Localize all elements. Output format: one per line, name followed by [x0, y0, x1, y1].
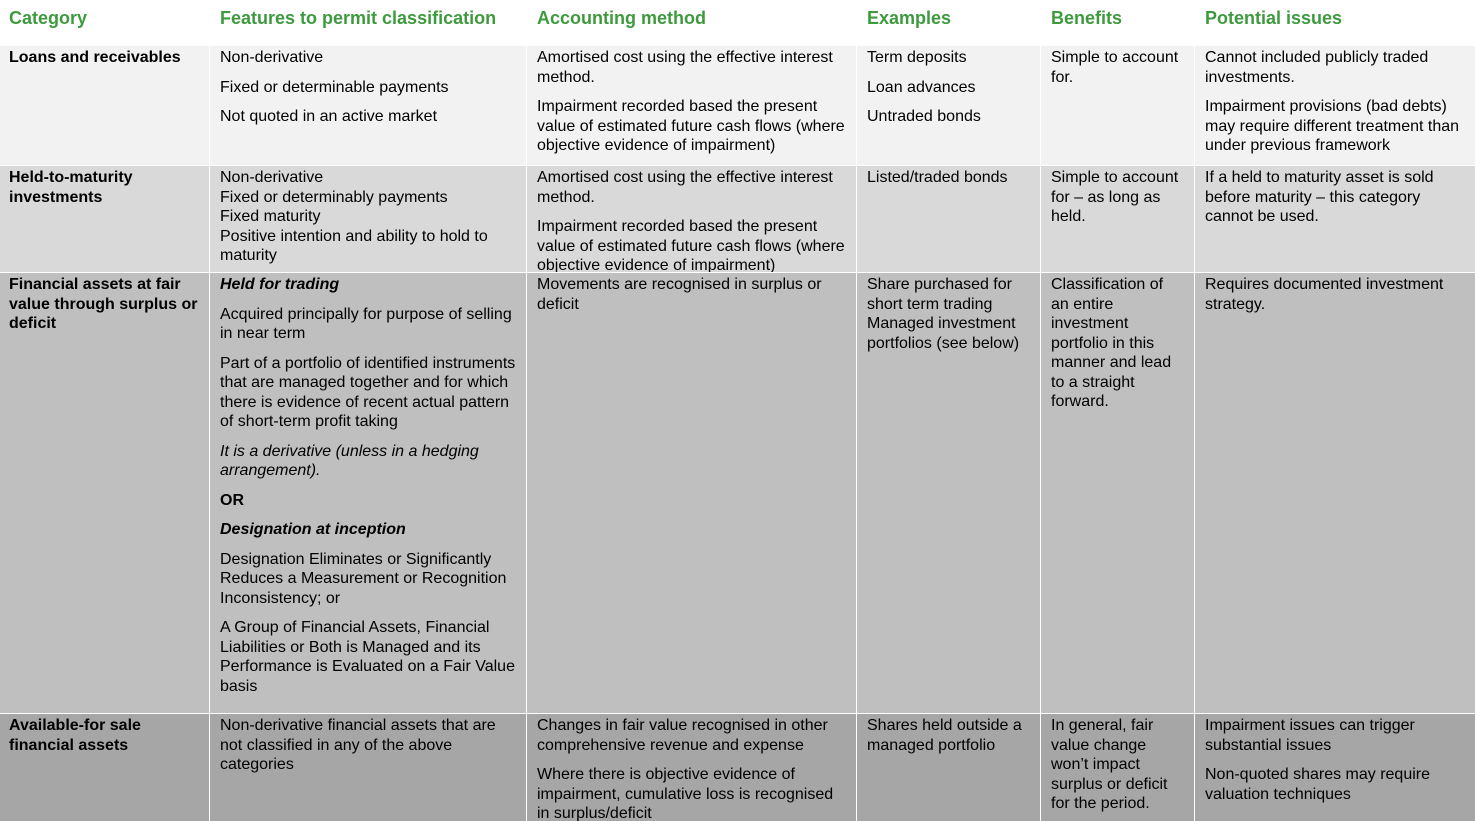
row-afs-features: Non-derivative financial assets that are not classified in any of the above categories	[210, 714, 527, 821]
row-loans-features: Non-derivative Fixed or determinable payments Not quoted in an active market	[210, 46, 527, 165]
row-loans-benefits: Simple to account for.	[1041, 46, 1195, 165]
row-fvtsd-issues: Requires documented investment strategy.	[1195, 273, 1475, 713]
row-htm-examples: Listed/traded bonds	[857, 166, 1041, 272]
header-accounting: Accounting method	[528, 0, 857, 46]
header-issues: Potential issues	[1196, 0, 1475, 46]
row-loans-accounting: Amortised cost using the effective interest method. Impairment recorded based the present value of estimated future cash flows (where objective evidence of impairment)	[527, 46, 857, 165]
row-htm-benefits: Simple to account for – as long as held.	[1041, 166, 1195, 272]
row-fvtsd-category: Financial assets at fair value through surplus or deficit	[0, 273, 210, 713]
row-fvtsd-benefits: Classification of an entire investment portfolio in this manner and lead to a straight forward.	[1041, 273, 1195, 713]
row-fvtsd-examples: Share purchased for short term trading Managed investment portfolios (see below)	[857, 273, 1041, 713]
row-fvtsd-features: Held for trading Acquired principally for purpose of selling in near term Part of a portfolio of identified instruments that are managed together and for which there is evidence of recent actual pattern of short-term profit taking It is a derivative (unless in a hedging arrangement). OR Designation at inception Designation Eliminates or Significantly Reduces a Measurement or Recognition Inconsistency; or A Group of Financial Assets, Financial Liabilities or Both is Managed and its Performance is Evaluated on a Fair Value basis	[210, 273, 527, 713]
row-htm-features: Non-derivative Fixed or determinably payments Fixed maturity Positive intention and ability to hold to maturity	[210, 166, 527, 272]
row-afs-examples: Shares held outside a managed portfolio	[857, 714, 1041, 821]
row-htm-accounting: Amortised cost using the effective interest method. Impairment recorded based the present value of estimated future cash flows (where objective evidence of impairment)	[527, 166, 857, 272]
row-loans-issues: Cannot included publicly traded investments. Impairment provisions (bad debts) may require different treatment than under previous framework	[1195, 46, 1475, 165]
row-loans-examples: Term deposits Loan advances Untraded bonds	[857, 46, 1041, 165]
header-benefits: Benefits	[1042, 0, 1195, 46]
header-category: Category	[0, 0, 210, 46]
header-examples: Examples	[858, 0, 1041, 46]
header-features: Features to permit classification	[211, 0, 527, 46]
row-fvtsd-accounting: Movements are recognised in surplus or deficit	[527, 273, 857, 713]
row-loans-category: Loans and receivables	[0, 46, 210, 165]
row-htm-issues: If a held to maturity asset is sold before maturity – this category cannot be used.	[1195, 166, 1475, 272]
row-afs-accounting: Changes in fair value recognised in other comprehensive revenue and expense Where there is objective evidence of impairment, cumulative loss is recognised in surplus/deficit	[527, 714, 857, 821]
row-afs-category: Available-for sale financial assets	[0, 714, 210, 821]
row-afs-issues: Impairment issues can trigger substantial issues Non-quoted shares may require valuation techniques	[1195, 714, 1475, 821]
row-htm-category: Held-to-maturity investments	[0, 166, 210, 272]
row-afs-benefits: In general, fair value change won’t impact surplus or deficit for the period.	[1041, 714, 1195, 821]
